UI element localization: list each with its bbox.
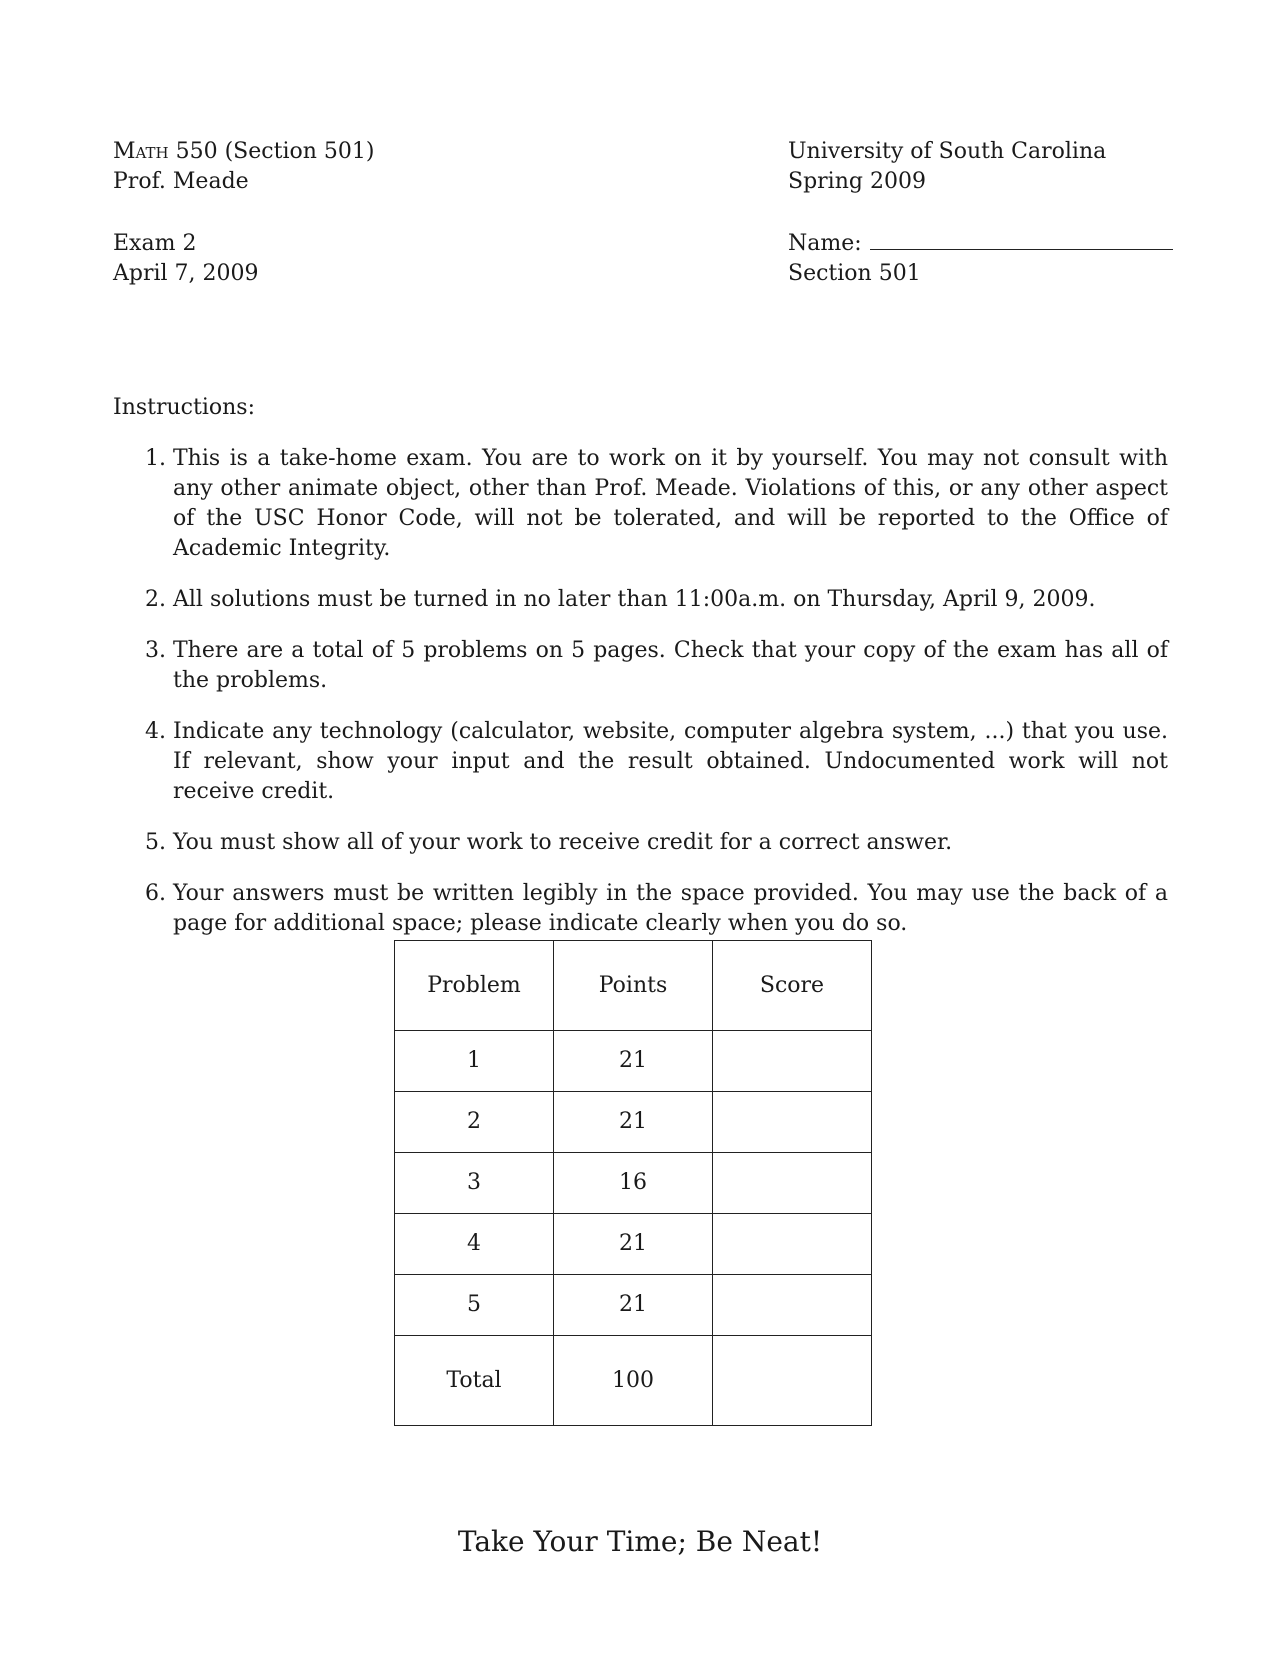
course-title [113,137,374,167]
footer-motto: Take Your Time; Be Neat! [457,1525,823,1558]
points-cell: 21 [554,1275,713,1336]
instruction-item: 1. This is a take-home exam. You are to work on it by yourself. You may not consult with any other animate object, other than Prof. Meade. Violations of this, or any other aspect of the USC Honor Code, will not be tolerated, and will be reported to the Office of Academic Integrity. [173,444,1168,564]
instruction-item: 5. You must show all of your work to receive credit for a correct answer. [173,828,1168,858]
problem-cell: 4 [395,1214,554,1275]
table-row [395,1214,872,1275]
score-cell[interactable] [713,1153,872,1214]
course-prefix: Math [113,139,169,164]
exam-title: Exam 2 [113,231,197,256]
points-cell: 21 [554,1214,713,1275]
instruction-item: 3. There are a total of 5 problems on 5 pages. Check that your copy of the exam has all of the problems. [173,636,1168,696]
name-label: Name: [788,231,862,256]
table-row [395,1031,872,1092]
table-row [395,1275,872,1336]
name-blank-line[interactable] [870,235,1173,250]
points-cell: 16 [554,1153,713,1214]
header-problem: Problem [395,941,554,1031]
header-right-name [788,229,1173,289]
total-score-cell[interactable] [713,1336,872,1426]
header-left [113,137,374,197]
total-points: 100 [554,1336,713,1426]
instruction-item: 4. Indicate any technology (calculator, website, computer algebra system, ...) that you use. If relevant, show your input and the result obtained. Undocumented work will not receive credit. [173,717,1168,807]
table-total-row [395,1336,872,1426]
header-points: Points [554,941,713,1031]
header-right [788,137,1106,197]
table-row [395,1153,872,1214]
exam-date: April 7, 2009 [113,261,259,286]
name-row [788,229,1173,259]
problem-cell: 5 [395,1275,554,1336]
points-cell: 21 [554,1092,713,1153]
header-score: Score [713,941,872,1031]
problem-cell: 2 [395,1092,554,1153]
score-cell[interactable] [713,1092,872,1153]
university: University of South Carolina [788,139,1107,164]
score-cell[interactable] [713,1214,872,1275]
problem-cell: 1 [395,1031,554,1092]
score-cell[interactable] [713,1031,872,1092]
score-cell[interactable] [713,1275,872,1336]
term: Spring 2009 [788,169,926,194]
table-header-row [395,941,872,1031]
professor: Prof. Meade [113,169,249,194]
points-cell: 21 [554,1031,713,1092]
header-left-exam [113,229,259,289]
table-row [395,1092,872,1153]
instructions-label: Instructions: [113,395,255,420]
problem-cell: 3 [395,1153,554,1214]
course-section: 550 (Section 501) [168,139,375,164]
section-label: Section 501 [788,261,921,286]
instruction-item: 6. Your answers must be written legibly in the space provided. You may use the back of a page for additional space; please indicate clearly when you do so. [173,879,1168,939]
instruction-item: 2. All solutions must be turned in no later than 11:00a.m. on Thursday, April 9, 2009. [173,585,1168,615]
instructions-list [113,444,1168,960]
total-label: Total [395,1336,554,1426]
score-table [394,940,872,1426]
